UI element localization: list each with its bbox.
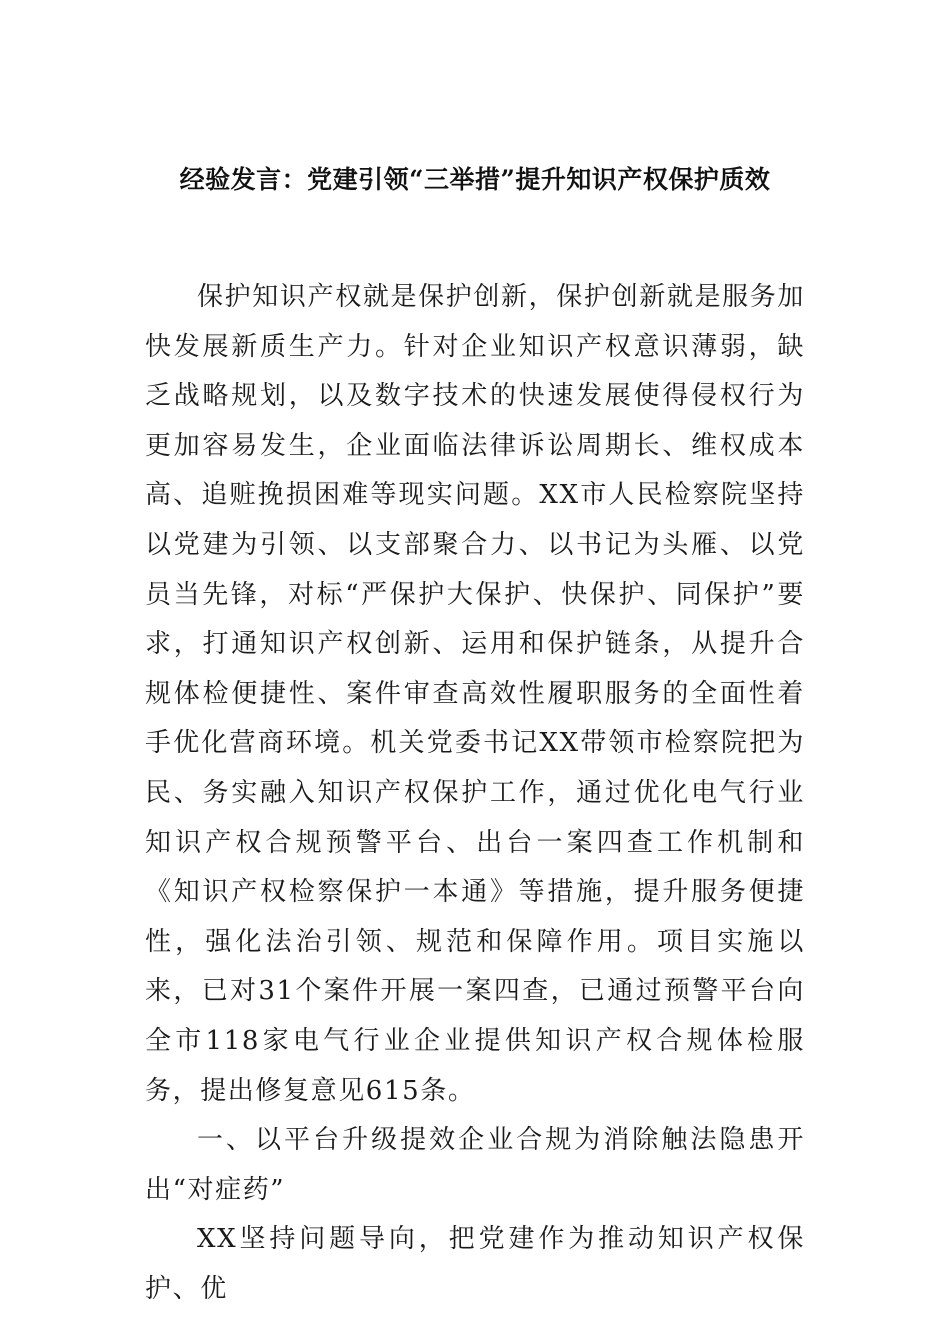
document-title: 经验发言：党建引领“三举措”提升知识产权保护质效: [179, 165, 771, 194]
document-body: [145, 273, 805, 1314]
section-heading-1: 一、以平台升级提效企业合规为消除触法隐患开出“对症药”: [145, 1125, 805, 1205]
intro-paragraph: 保护知识产权就是保护创新，保护创新就是服务加快发展新质生产力。针对企业知识产权意识薄弱，缺乏战略规划，以及数字技术的快速发展使得侵权行为更加容易发生，企业面临法律诉讼周期长、维权成本高、追赃挽损困难等现实问题。XX市人民检察院坚持以党建为引领、以支部聚合力、以书记为头雁、以党员当先锋，对标“严保护大保护、快保护、同保护”要求，打通知识产权创新、运用和保护链条，从提升合规体检便捷性、案件审查高效性履职服务的全面性着手优化营商环境。机关党委书记XX带领市检察院把为民、务实融入知识产权保护工作，通过优化电气行业知识产权合规预警平台、出台一案四查工作机制和《知识产权检察保护一本通》等措施，提升服务便捷性，强化法治引领、规范和保障作用。项目实施以来，已对31个案件开展一案四查，已通过预警平台向全市118家电气行业企业提供知识产权合规体检服务，提出修复意见615条。: [145, 282, 805, 1106]
section-1-paragraph: XX坚持问题导向，把党建作为推动知识产权保护、优: [145, 1224, 805, 1304]
